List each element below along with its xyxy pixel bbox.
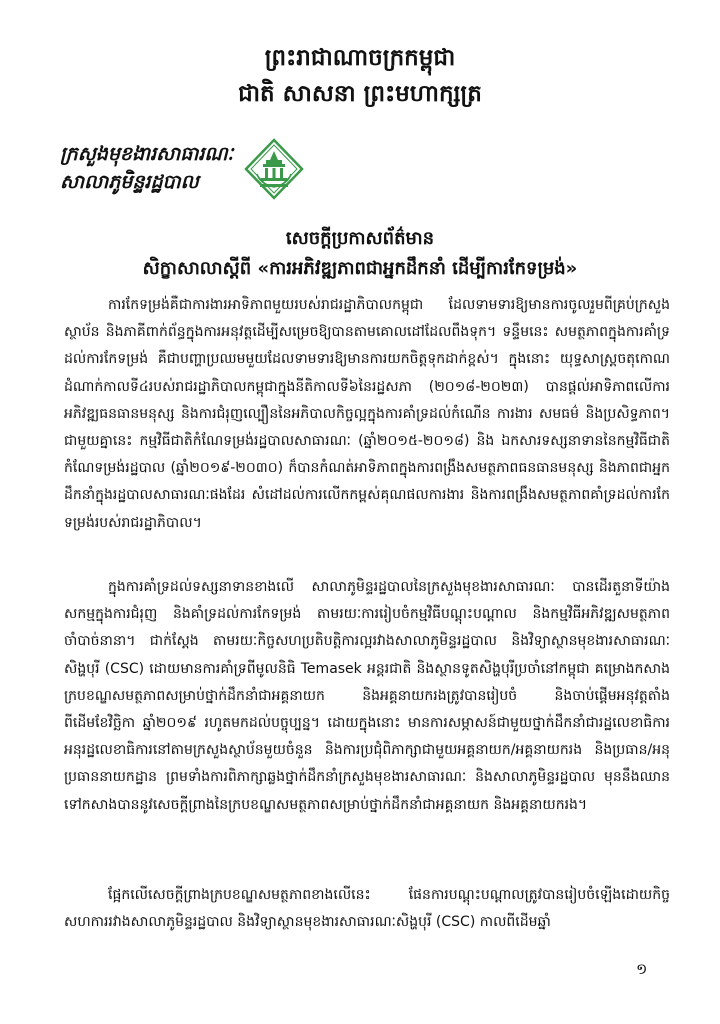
page-number: ១ bbox=[636, 960, 648, 978]
royal-school-emblem-icon bbox=[244, 138, 304, 200]
announcement-title: សេចក្តីប្រកាសព័ត៌មាន bbox=[285, 228, 435, 249]
announcement-subtitle: សិក្ខាសាលាស្តីពី «ការអភិវឌ្ឍភាពជាអ្នកដឹកនាំ ដើម្បីការកែទម្រង់» bbox=[142, 258, 578, 279]
body-paragraph: ផ្អែកលើសេចក្តីព្រាងក្របខណ្ឌសមត្ថភាពខាងលើនេះ ផែនការបណ្តុះបណ្តាលត្រូវបានរៀបចំឡើងដោយកិច្ចសហការរវាងសាលាភូមិន្ទរដ្ឋបាល និងវិទ្យាស្ថានមុខងារសាធារណៈសិង្ហបុរី (CSC) កាលពីដើមឆ្នាំ bbox=[64, 887, 670, 931]
ministry-name: ក្រសួងមុខងារសាធារណៈ bbox=[60, 143, 234, 165]
kingdom-heading: ព្រះរាជាណាចក្រកម្ពុជា bbox=[264, 45, 456, 71]
body-paragraph: ការកែទម្រង់គឺជាការងារអាទិភាពមួយរបស់រាជរដ្ឋាភិបាលកម្ពុជា ដែលទាមទារឱ្យមានការចូលរួមពីគ្រប់ក្រសួង ស្ថាប័ន និងភាគីពាក់ព័ន្ធក្នុងការអនុវត្តដើម្បីសម្រេចឱ្យបានតាមគោលដៅដែលពឹងទុក។ ទន្ទឹមនេះ សមត្ថភាពក្នុងការគាំទ្រដល់ការកែទម្រង់ គឺជាបញ្ហាប្រឈមមួយដែលទាមទារឱ្យមានការយកចិត្តទុកដាក់ខ្ពស់។ ក្នុងនោះ យុទ្ធសាស្ត្រចតុកោណដំណាក់កាលទី៤របស់រាជរដ្ឋាភិបាលកម្ពុជាក្នុងនីតិកាលទី៦នៃរដ្ឋសភា (២០១៨-២០២៣) បានផ្តល់អាទិភាពលើការអភិវឌ្ឍធនធានមនុស្ស និងការជំរុញល្បឿននៃអភិបាលកិច្ចល្អក្នុងការគាំទ្រដល់កំណើន ការងារ សមធម៌ និងប្រសិទ្ធភាព។ ជាមួយគ្នានេះ កម្មវិធីជាតិកំណែទម្រង់រដ្ឋបាលសាធារណៈ (ឆ្នាំ២០១៥-២០១៨) និង ឯកសារទស្សនាទាននៃកម្មវិធីជាតិកំណែទម្រង់រដ្ឋបាល (ឆ្នាំ២០១៩-២០៣០) ក៏បានកំណត់អាទិភាពក្នុងការពង្រឹងសមត្ថភាពធនធានមនុស្ស និងភាពជាអ្នកដឹកនាំក្នុងរដ្ឋបាលសាធារណៈផងដែរ សំដៅដល់ការលើកកម្ពស់គុណផលការងារ និងការពង្រឹងសមត្ថភាពគាំទ្រដល់ការកែទម្រង់របស់រាជរដ្ឋាភិបាល។ bbox=[64, 297, 670, 531]
national-motto: ជាតិ សាសនា ព្រះមហាក្សត្រ bbox=[238, 81, 482, 107]
body-paragraph: ក្នុងការគាំទ្រដល់ទស្សនាទានខាងលើ សាលាភូមិន្ទរដ្ឋបាលនៃក្រសួងមុខងារសាធារណៈ បានដើរតួនាទីយ៉ាងសកម្មក្នុងការជំរុញ និងគាំទ្រដល់ការកែទម្រង់ តាមរយៈការរៀបចំកម្មវិធីបណ្តុះបណ្តាល និងកម្មវិធីអភិវឌ្ឍសមត្ថភាពចាំបាច់នានា។ ជាក់ស្តែង តាមរយៈកិច្ចសហប្រតិបត្តិការល្អរវាងសាលាភូមិន្ទរដ្ឋបាល និងវិទ្យាស្ថានមុខងារសាធារណៈសិង្ហបុរី (CSC) ដោយមានការគាំទ្រពីមូលនិធិ Temasek អន្តរជាតិ និងស្ថានទូតសិង្ហបុរីប្រចាំនៅកម្ពុជា គម្រោងកសាងក្របខណ្ឌសមត្ថភាពសម្រាប់ថ្នាក់ដឹកនាំជាអគ្គនាយក និងអគ្គនាយករងត្រូវបានរៀបចំ និងចាប់ផ្តើមអនុវត្តតាំងពីដើមខែវិច្ឆិកា ឆ្នាំ២០១៩ រហូតមកដល់បច្ចុប្បន្ន។ ដោយក្នុងនោះ មានការសម្ភាសន៍ជាមួយថ្នាក់ដឹកនាំជារដ្ឋលេខាធិការ អនុរដ្ឋលេខាធិការនៅតាមក្រសួងស្ថាប័នមួយចំនួន និងការប្រជុំពិភាក្សាជាមួយអគ្គនាយក/អគ្គនាយករង និងប្រធាន/អនុប្រធាននាយកដ្ឋាន ព្រមទាំងការពិភាក្សាឆ្លងថ្នាក់ដឹកនាំក្រសួងមុខងារសាធារណៈ និងសាលាភូមិន្ទរដ្ឋបាល មុននឹងឈានទៅកសាងបាននូវសេចក្តីព្រាងនៃក្របខណ្ឌសមត្ថភាពសម្រាប់ថ្នាក់ដឹកនាំជាអគ្គនាយក និងអគ្គនាយករង។ bbox=[64, 579, 670, 813]
school-name: សាលាភូមិន្ទរដ្ឋបាល bbox=[60, 171, 199, 193]
